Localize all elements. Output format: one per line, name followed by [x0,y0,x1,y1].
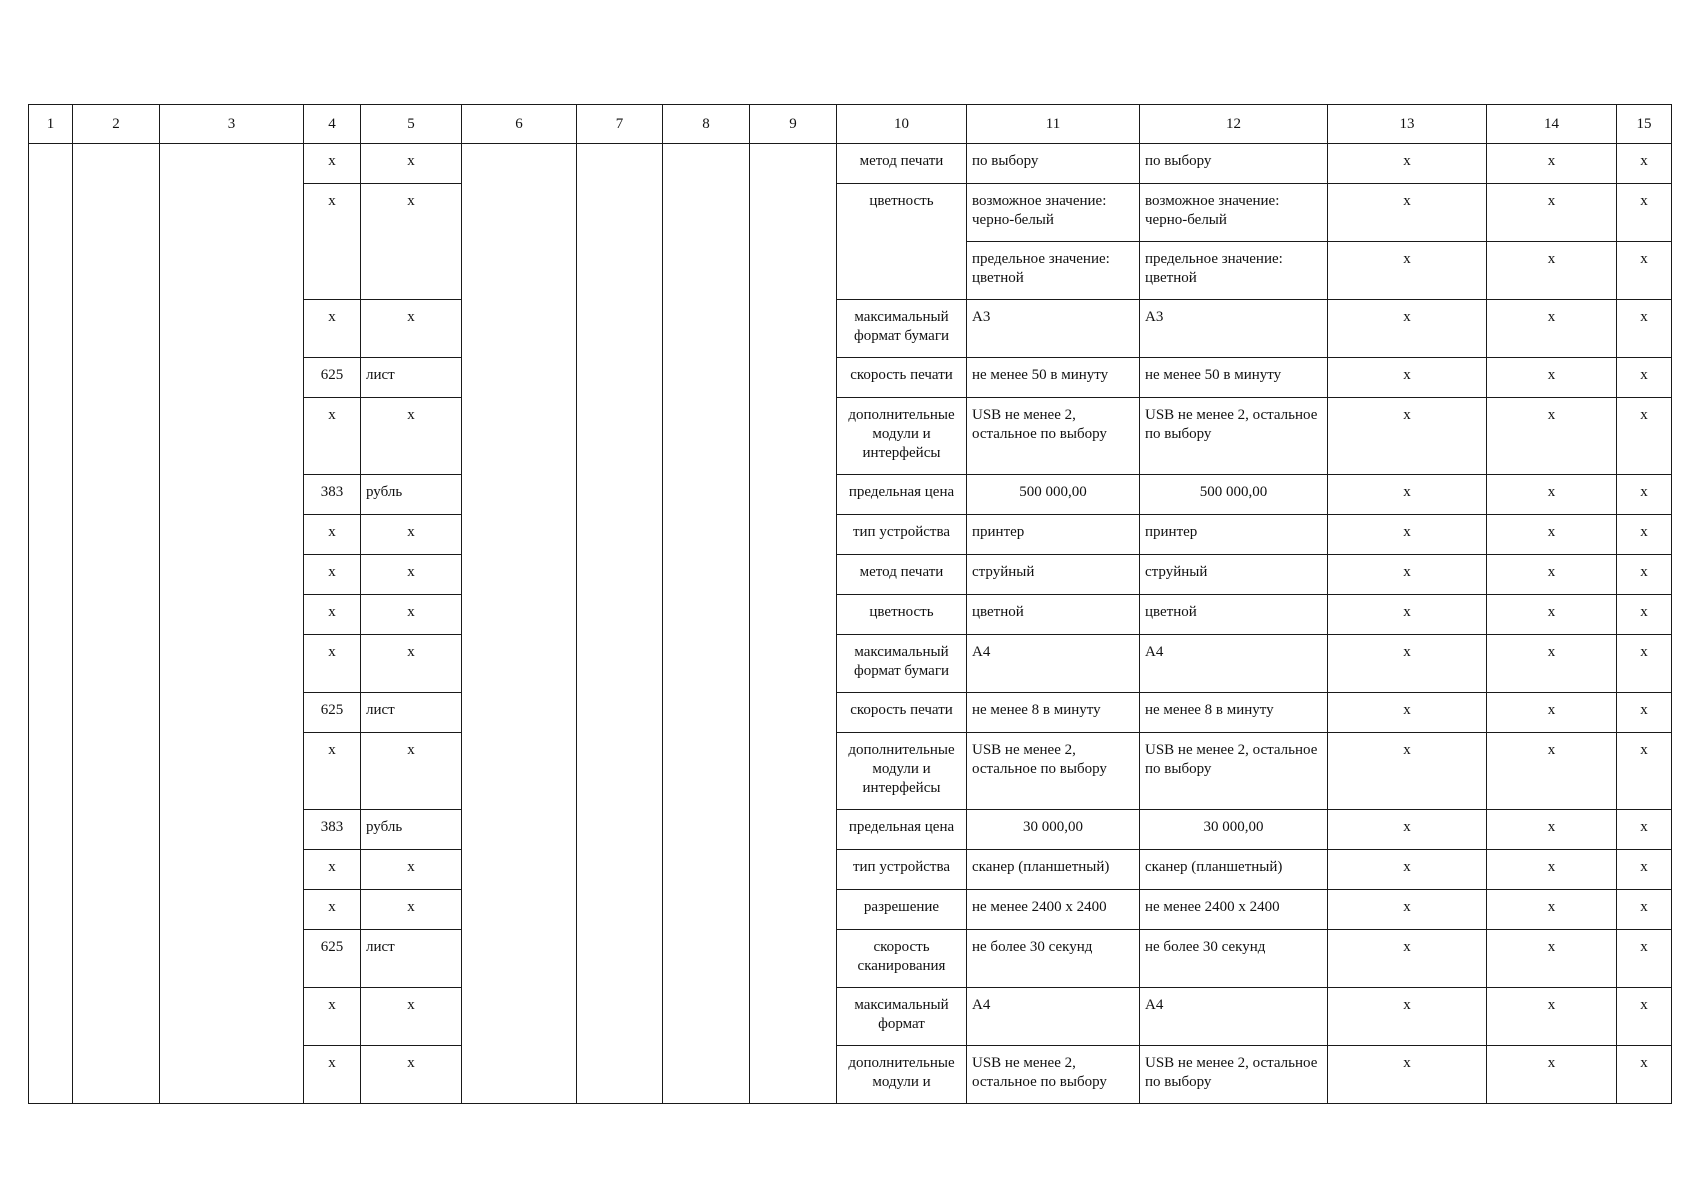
mark-column-13: x [1328,515,1487,555]
mark-column-14: x [1487,144,1617,184]
value-column-11: возможное значение: черно-белый [967,184,1140,242]
value-column-11: А4 [967,988,1140,1046]
characteristic-name-cell: цветность [837,595,967,635]
unit-code-cell: x [304,398,361,475]
mark-column-15: x [1617,850,1672,890]
mark-column-15: x [1617,733,1672,810]
mark-column-15: x [1617,988,1672,1046]
mark-column-14: x [1487,595,1617,635]
characteristic-name-cell: предельная цена [837,475,967,515]
unit-name-cell: x [361,515,462,555]
mark-column-15: x [1617,242,1672,300]
value-column-12: 30 000,00 [1140,810,1328,850]
characteristic-name-cell: тип устройства [837,850,967,890]
column-number-7: 7 [577,105,663,144]
unit-code-cell: x [304,300,361,358]
mark-column-13: x [1328,890,1487,930]
mark-column-15: x [1617,595,1672,635]
value-column-12: А4 [1140,988,1328,1046]
characteristic-name-cell: максимальный формат [837,988,967,1046]
value-column-11: А3 [967,300,1140,358]
mark-column-13: x [1328,475,1487,515]
mark-column-15: x [1617,300,1672,358]
mark-column-14: x [1487,555,1617,595]
mark-column-14: x [1487,810,1617,850]
mark-column-15: x [1617,890,1672,930]
mark-column-13: x [1328,555,1487,595]
mark-column-14: x [1487,890,1617,930]
value-column-11: USB не менее 2, остальное по выбору [967,733,1140,810]
unit-name-cell: рубль [361,475,462,515]
mark-column-15: x [1617,515,1672,555]
value-column-11: 30 000,00 [967,810,1140,850]
mark-column-14: x [1487,635,1617,693]
column-number-2: 2 [73,105,160,144]
value-column-12: не менее 50 в минуту [1140,358,1328,398]
mark-column-13: x [1328,693,1487,733]
mark-column-14: x [1487,184,1617,242]
column-number-9: 9 [750,105,837,144]
characteristic-name-cell: дополнительные модули и интерфейсы [837,398,967,475]
value-column-12: цветной [1140,595,1328,635]
mark-column-13: x [1328,733,1487,810]
unit-name-cell: x [361,1046,462,1104]
value-column-12: USB не менее 2, остальное по выбору [1140,1046,1328,1104]
value-column-12: А3 [1140,300,1328,358]
characteristic-name-cell: цветность [837,184,967,300]
unit-code-cell: x [304,144,361,184]
mark-column-13: x [1328,850,1487,890]
unit-code-cell: 625 [304,358,361,398]
empty-column-3 [160,144,304,1104]
unit-name-cell: x [361,635,462,693]
empty-column-7 [577,144,663,1104]
value-column-11: не менее 2400 x 2400 [967,890,1140,930]
value-column-12: принтер [1140,515,1328,555]
unit-code-cell: x [304,635,361,693]
value-column-12: USB не менее 2, остальное по выбору [1140,733,1328,810]
value-column-12: по выбору [1140,144,1328,184]
unit-code-cell: x [304,184,361,300]
unit-name-cell: лист [361,693,462,733]
mark-column-14: x [1487,1046,1617,1104]
value-column-12: не менее 8 в минуту [1140,693,1328,733]
mark-column-13: x [1328,635,1487,693]
mark-column-14: x [1487,733,1617,810]
mark-column-13: x [1328,242,1487,300]
characteristic-name-cell: дополнительные модули и [837,1046,967,1104]
unit-name-cell: x [361,398,462,475]
mark-column-15: x [1617,693,1672,733]
characteristic-name-cell: скорость печати [837,693,967,733]
mark-column-15: x [1617,810,1672,850]
mark-column-15: x [1617,635,1672,693]
value-column-11: не менее 8 в минуту [967,693,1140,733]
mark-column-13: x [1328,930,1487,988]
value-column-11: 500 000,00 [967,475,1140,515]
unit-name-cell: x [361,184,462,300]
unit-name-cell: x [361,144,462,184]
unit-code-cell: x [304,555,361,595]
value-column-11: струйный [967,555,1140,595]
mark-column-14: x [1487,358,1617,398]
mark-column-13: x [1328,810,1487,850]
column-number-8: 8 [663,105,750,144]
mark-column-15: x [1617,144,1672,184]
mark-column-15: x [1617,184,1672,242]
column-number-row [29,105,1672,144]
mark-column-14: x [1487,930,1617,988]
value-column-12: возможное значение: черно-белый [1140,184,1328,242]
unit-name-cell: x [361,300,462,358]
mark-column-14: x [1487,988,1617,1046]
mark-column-13: x [1328,358,1487,398]
characteristic-name-cell: дополнительные модули и интерфейсы [837,733,967,810]
specification-table [28,104,1672,1104]
value-column-12: не менее 2400 x 2400 [1140,890,1328,930]
unit-code-cell: 625 [304,930,361,988]
value-column-12: 500 000,00 [1140,475,1328,515]
mark-column-14: x [1487,850,1617,890]
value-column-11: предельное значение: цветной [967,242,1140,300]
unit-code-cell: 625 [304,693,361,733]
unit-code-cell: x [304,515,361,555]
unit-name-cell: рубль [361,810,462,850]
value-column-11: не более 30 секунд [967,930,1140,988]
value-column-11: не менее 50 в минуту [967,358,1140,398]
column-number-5: 5 [361,105,462,144]
characteristic-name-cell: предельная цена [837,810,967,850]
column-number-12: 12 [1140,105,1328,144]
column-number-14: 14 [1487,105,1617,144]
unit-code-cell: 383 [304,810,361,850]
mark-column-13: x [1328,1046,1487,1104]
empty-column-2 [73,144,160,1104]
unit-code-cell: x [304,988,361,1046]
mark-column-14: x [1487,693,1617,733]
mark-column-14: x [1487,242,1617,300]
mark-column-13: x [1328,144,1487,184]
column-number-11: 11 [967,105,1140,144]
value-column-12: А4 [1140,635,1328,693]
unit-name-cell: лист [361,358,462,398]
mark-column-14: x [1487,515,1617,555]
empty-column-6 [462,144,577,1104]
empty-column-8 [663,144,750,1104]
mark-column-15: x [1617,398,1672,475]
value-column-12: USB не менее 2, остальное по выбору [1140,398,1328,475]
mark-column-15: x [1617,1046,1672,1104]
value-column-11: принтер [967,515,1140,555]
characteristic-name-cell: скорость печати [837,358,967,398]
mark-column-14: x [1487,398,1617,475]
characteristic-name-cell: максимальный формат бумаги [837,635,967,693]
unit-code-cell: 383 [304,475,361,515]
mark-column-15: x [1617,475,1672,515]
mark-column-13: x [1328,988,1487,1046]
value-column-12: не более 30 секунд [1140,930,1328,988]
characteristic-name-cell: разрешение [837,890,967,930]
column-number-1: 1 [29,105,73,144]
unit-name-cell: x [361,890,462,930]
value-column-11: по выбору [967,144,1140,184]
unit-code-cell: x [304,733,361,810]
document-sheet [28,104,1672,1104]
column-number-6: 6 [462,105,577,144]
mark-column-13: x [1328,398,1487,475]
mark-column-15: x [1617,358,1672,398]
characteristic-name-cell: максимальный формат бумаги [837,300,967,358]
empty-column-9 [750,144,837,1104]
unit-code-cell: x [304,1046,361,1104]
mark-column-13: x [1328,595,1487,635]
characteristic-name-cell: тип устройства [837,515,967,555]
value-column-11: USB не менее 2, остальное по выбору [967,398,1140,475]
characteristic-name-cell: метод печати [837,144,967,184]
unit-name-cell: x [361,988,462,1046]
unit-name-cell: x [361,555,462,595]
value-column-11: цветной [967,595,1140,635]
column-number-3: 3 [160,105,304,144]
value-column-11: сканер (планшетный) [967,850,1140,890]
value-column-12: струйный [1140,555,1328,595]
mark-column-14: x [1487,475,1617,515]
table-body [29,105,1672,1104]
table-row [29,144,1672,184]
mark-column-15: x [1617,930,1672,988]
unit-code-cell: x [304,595,361,635]
value-column-12: сканер (планшетный) [1140,850,1328,890]
value-column-11: А4 [967,635,1140,693]
empty-column-1 [29,144,73,1104]
value-column-12: предельное значение: цветной [1140,242,1328,300]
unit-name-cell: лист [361,930,462,988]
mark-column-15: x [1617,555,1672,595]
value-column-11: USB не менее 2, остальное по выбору [967,1046,1140,1104]
column-number-10: 10 [837,105,967,144]
column-number-15: 15 [1617,105,1672,144]
characteristic-name-cell: скорость сканирования [837,930,967,988]
mark-column-13: x [1328,184,1487,242]
characteristic-name-cell: метод печати [837,555,967,595]
mark-column-13: x [1328,300,1487,358]
unit-name-cell: x [361,733,462,810]
unit-name-cell: x [361,850,462,890]
mark-column-14: x [1487,300,1617,358]
unit-code-cell: x [304,890,361,930]
column-number-13: 13 [1328,105,1487,144]
unit-name-cell: x [361,595,462,635]
column-number-4: 4 [304,105,361,144]
unit-code-cell: x [304,850,361,890]
